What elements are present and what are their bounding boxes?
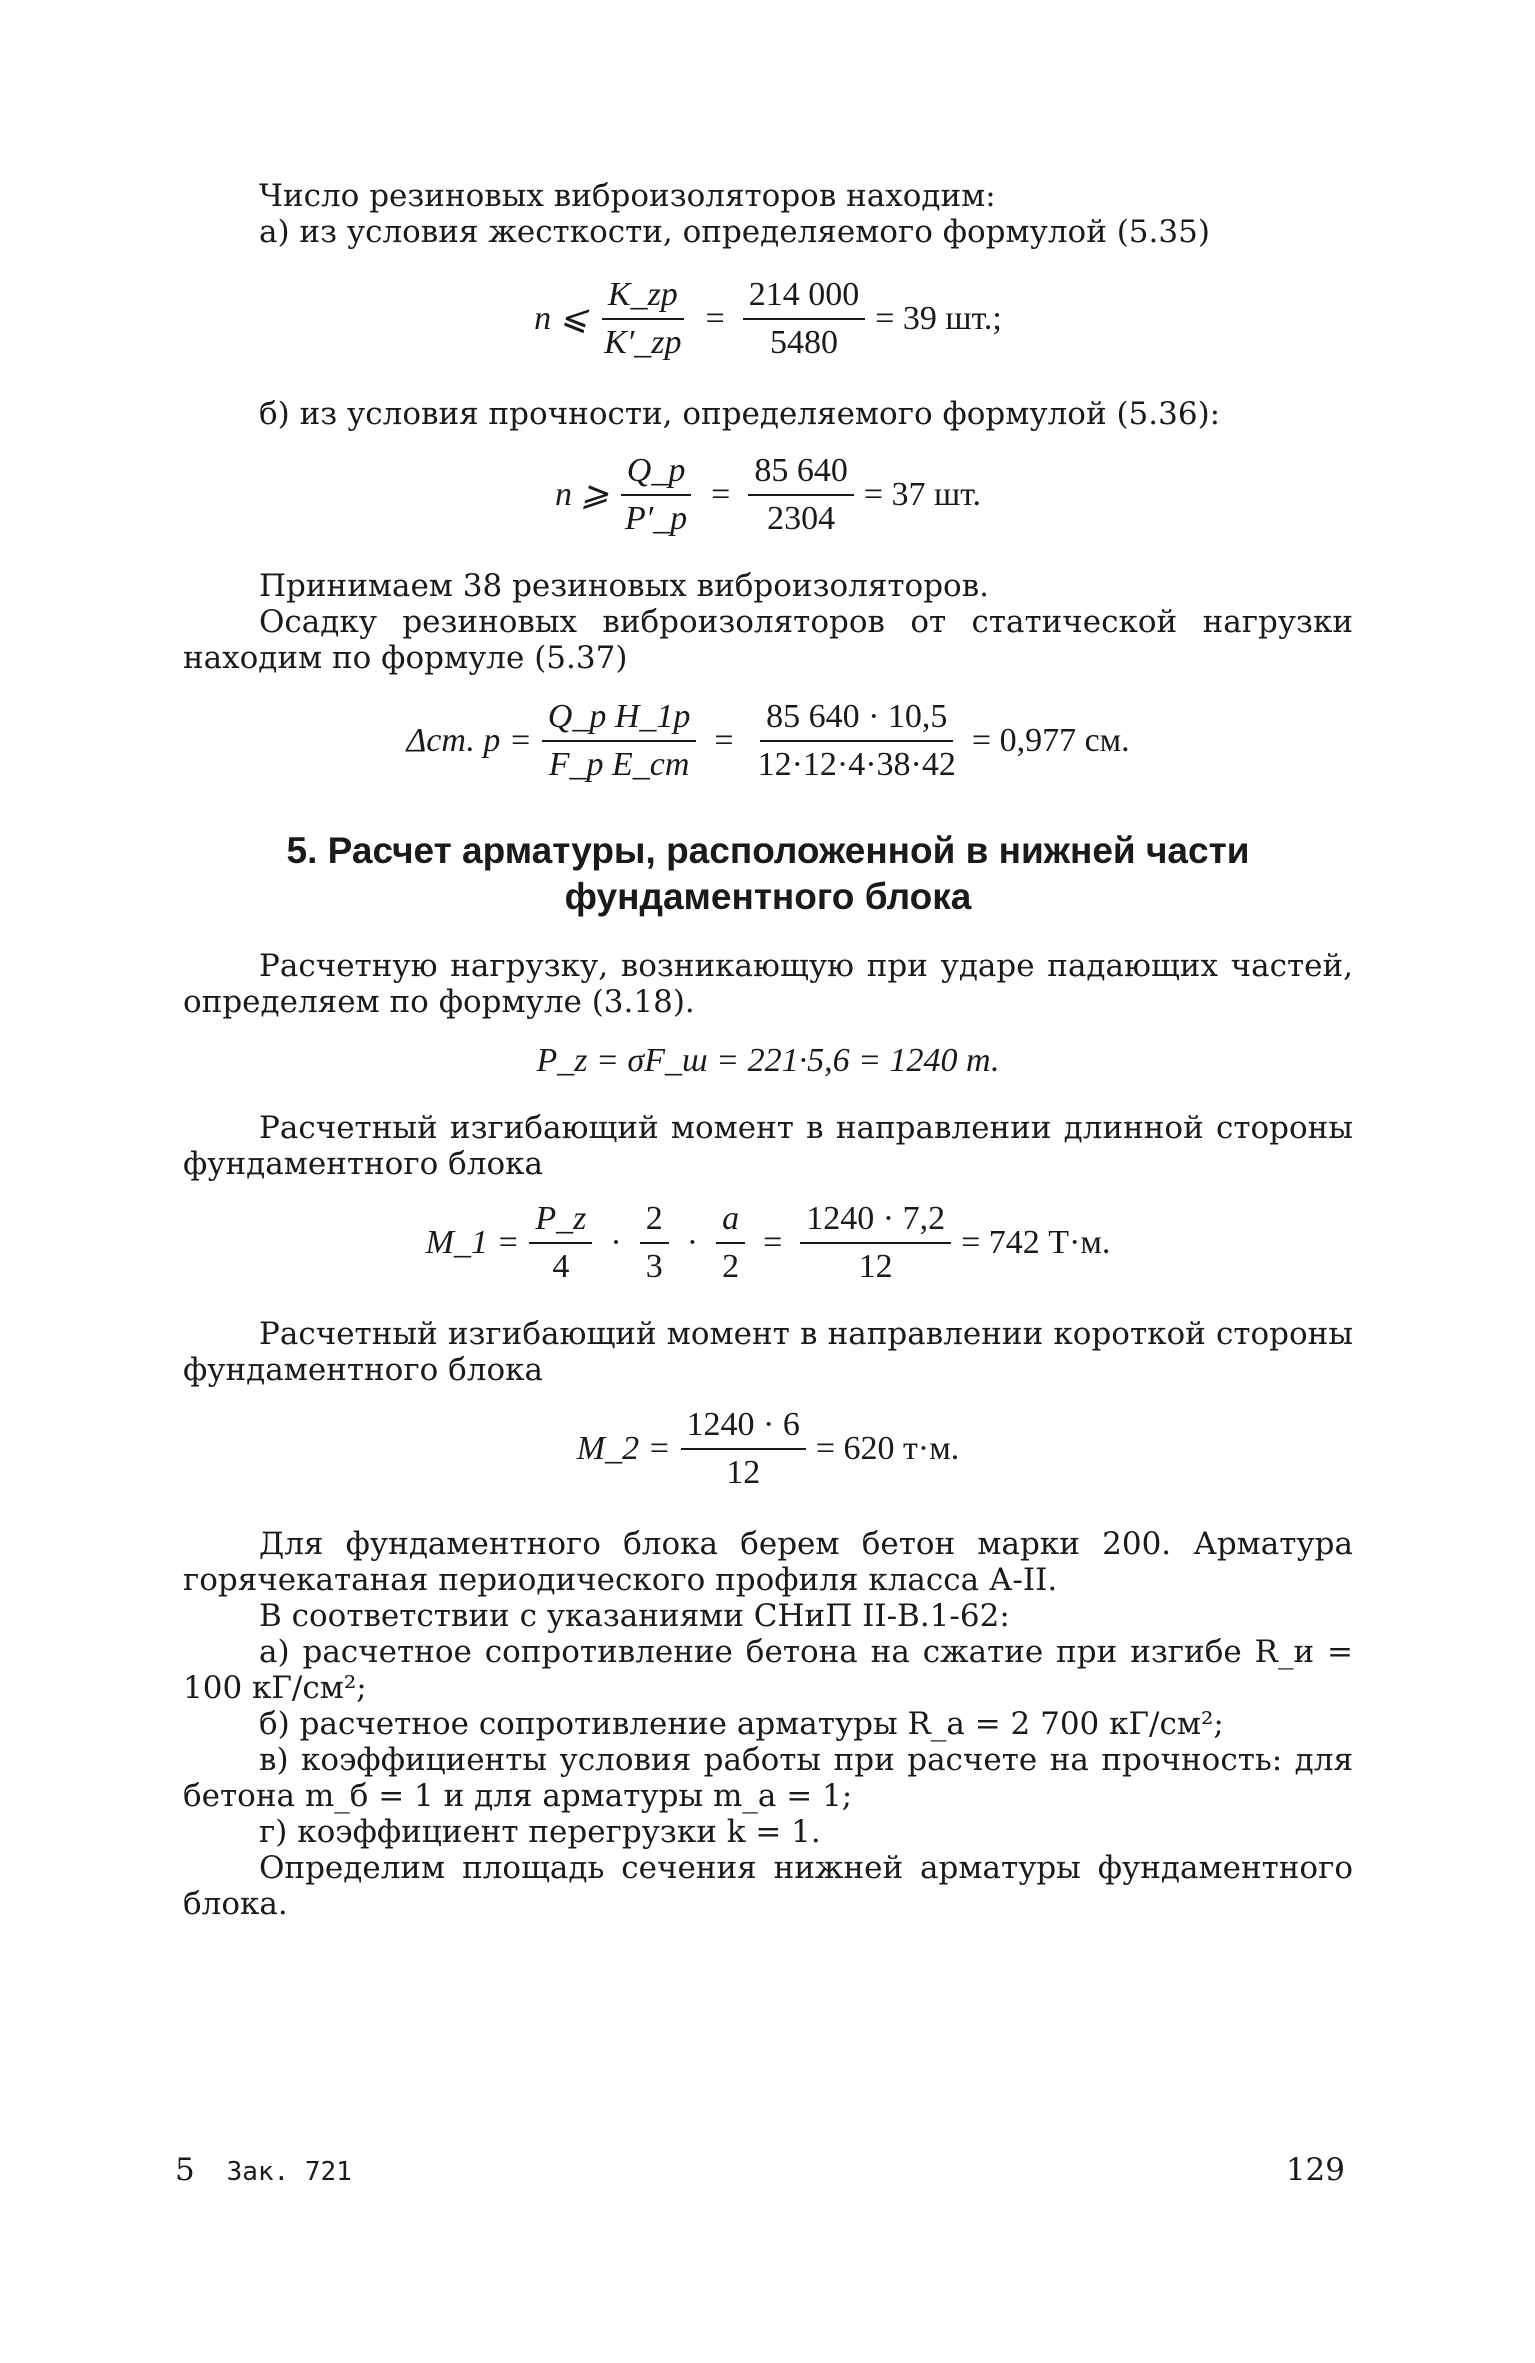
denominator: 2304	[767, 500, 836, 537]
formula-settlement	[183, 698, 1353, 784]
denominator: 5480	[769, 324, 838, 361]
fraction	[529, 1200, 592, 1286]
paragraph: б) из условия прочности, определяемого формулой (5.36):	[259, 396, 1221, 432]
paragraph: Число резиновых виброизоляторов находим:	[259, 178, 996, 214]
equals-sign: =	[714, 722, 734, 759]
formula-lhs: n ⩽	[534, 300, 589, 337]
paragraph: Принимаем 38 резиновых виброизоляторов.	[259, 568, 990, 604]
formula-strength	[183, 452, 1353, 538]
formula-lhs: M_2 =	[576, 1430, 671, 1467]
numerator: 85 640 · 10,5	[760, 698, 953, 742]
formula-result: = 620 т·м.	[815, 1430, 960, 1467]
equals-sign: =	[711, 476, 731, 513]
paragraph: Расчетный изгибающий момент в направлении короткой стороны фундаментного блока	[183, 1316, 1353, 1388]
denominator: 3	[645, 1248, 663, 1285]
numerator: 85 640	[748, 452, 854, 496]
formula-result: = 37 шт.	[863, 476, 982, 513]
paragraph: Расчетную нагрузку, возникающую при ударе падающих частей, определяем по формуле (3.18).	[183, 948, 1353, 1020]
numerator: Q_p	[621, 452, 692, 496]
fraction	[716, 1200, 745, 1286]
denominator: K′_zp	[604, 324, 682, 361]
fraction	[743, 276, 866, 362]
denominator: 12	[726, 1454, 761, 1491]
fraction	[800, 1200, 951, 1286]
page-number: 129	[1285, 2152, 1345, 2188]
fraction	[619, 452, 693, 538]
paragraph: Для фундаментного блока берем бетон марки 200. Арматура горячекатаная периодического профиля класса А-II.	[183, 1526, 1353, 1598]
formula-lhs: M_1 =	[425, 1224, 520, 1261]
formula-result: = 0,977 см.	[971, 722, 1130, 759]
page-footer	[175, 2152, 1345, 2190]
list-item: а) расчетное сопротивление бетона на сжатие при изгибе R_и = 100 кГ/см²;	[183, 1634, 1353, 1706]
numerator: K_zp	[602, 276, 684, 320]
formula-lhs: Δст. р =	[406, 722, 532, 759]
formula-stiffness	[183, 276, 1353, 362]
page-content	[183, 178, 1353, 1922]
paragraph: Расчетный изгибающий момент в направлении длинной стороны фундаментного блока	[183, 1110, 1353, 1182]
list-item: г) коэффициент перегрузки k = 1.	[259, 1814, 821, 1850]
paragraph: Определим площадь сечения нижней арматуры фундаментного блока.	[183, 1850, 1353, 1922]
denominator: 2	[722, 1248, 740, 1285]
equals-sign: =	[705, 300, 725, 337]
fraction	[542, 698, 697, 784]
section-heading: 5. Расчет арматуры, расположенной в нижней части фундаментного блока	[286, 830, 1250, 917]
list-item: б) расчетное сопротивление арматуры R_а = 2 700 кГ/см²;	[259, 1706, 1224, 1742]
fraction	[681, 1406, 806, 1492]
paragraph: а) из условия жесткости, определяемого формулой (5.35)	[259, 214, 1210, 250]
equals-sign: =	[763, 1224, 783, 1261]
multiply-dot: ·	[610, 1224, 622, 1261]
fraction	[748, 452, 854, 538]
signature-number: 5	[175, 2152, 195, 2188]
numerator: a	[716, 1200, 745, 1244]
paragraph: Осадку резиновых виброизоляторов от статической нагрузки находим по формуле (5.37)	[183, 604, 1353, 676]
formula-load: P_z = σF_ш = 221·5,6 = 1240 т.	[536, 1042, 1000, 1079]
multiply-dot: ·	[686, 1224, 699, 1261]
denominator: 12·12·4·38·42	[757, 746, 956, 783]
order-number: Зак. 721	[226, 2157, 352, 2187]
fraction	[598, 276, 687, 362]
denominator: P′_p	[624, 500, 688, 537]
denominator: F_p E_ст	[548, 746, 690, 783]
numerator: 214 000	[743, 276, 866, 320]
denominator: 4	[552, 1248, 570, 1285]
paragraph: В соответствии с указаниями СНиП II-В.1-62:	[259, 1598, 1010, 1634]
formula-lhs: n ⩾	[554, 476, 609, 513]
fraction	[640, 1200, 669, 1286]
numerator: 1240 · 7,2	[800, 1200, 951, 1244]
formula-moment-long	[183, 1200, 1353, 1286]
formula-moment-short	[183, 1406, 1353, 1492]
numerator: P_z	[529, 1200, 592, 1244]
footer-signature	[175, 2152, 374, 2190]
formula-result: = 39 шт.;	[875, 300, 1002, 337]
denominator: 12	[858, 1248, 893, 1285]
formula-result: = 742 Т·м.	[961, 1224, 1111, 1261]
fraction	[752, 698, 962, 784]
list-item: в) коэффициенты условия работы при расчете на прочность: для бетона m_б = 1 и для арматуры m_а = 1;	[183, 1742, 1353, 1814]
numerator: 1240 · 6	[681, 1406, 806, 1450]
numerator: 2	[640, 1200, 669, 1244]
numerator: Q_p H_1p	[542, 698, 697, 742]
